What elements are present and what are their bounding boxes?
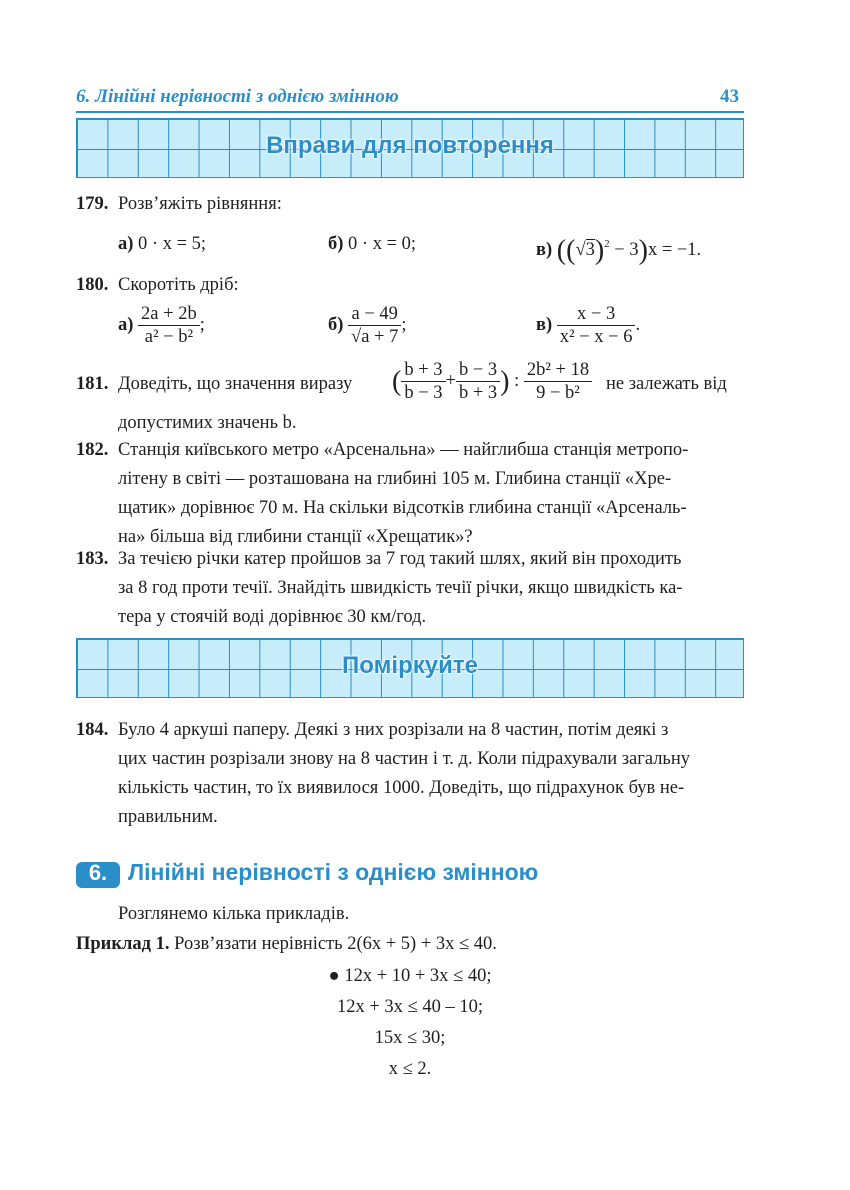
example-statement: Приклад 1. Розв’язати нерівність 2(6x + 5) + 3x ≤ 40. [76,934,497,954]
fraction: $\frac{a - 49}{√a + 7}$ [348,303,401,348]
exercise-text: допустимих значень b. [118,413,297,433]
solution-step: ● 12x + 10 + 3x ≤ 40; [328,966,492,986]
exercise-179-b [328,230,416,259]
item-label: б) [328,234,344,254]
exercise-number: 179. [76,194,109,214]
solution-step: 12x + 3x ≤ 40 – 10; [337,997,483,1017]
item-label: в) [536,314,553,335]
exercise-180-a: а) $\frac{2a + 2b}{\text{a² − b²}}$ ; [118,304,205,347]
solution-step: x ≤ 2. [388,1059,432,1079]
exercise-180-c: в) $\frac{x - 3}{\text{x² − x − 6}}$ . [536,304,641,347]
item-label: б) [328,314,344,335]
exercise-text: Скоротіть дріб: [118,275,239,295]
section-number: 6. [88,860,108,885]
expression: ( $\frac{b + 3}{b - 3}$ + $\frac{b - 3}{b + 3}$ ) : $\frac{\text{2b² + 18}}{\text{9 − b²}}$ [392,359,592,404]
item-label: а) [118,234,134,254]
exercise-text: Було 4 аркуші паперу. Деякі з них розрізали на 8 частин, потім деякі з цих частин розрізали знову на 8 частин і т. д. Коли підрахували загальну кількість частин, то їх виявилося 1000. Доведіть, що підрахунок був не- правильним. [118,720,691,827]
item-label: а) [118,314,134,335]
fraction: $\frac{x - 3}{\text{x² − x − 6}}$ [557,303,636,348]
equation: 0 · x = 0; [348,234,417,254]
exercise-text: Доведіть, що значення виразу [118,374,353,394]
exercise-number: 184. [76,720,109,740]
think-banner [76,638,744,698]
exercise-number: 180. [76,275,109,295]
exercise-text: не залежать від [606,374,727,394]
equation: $((√3)^2 - 3)x = -1$. [556,235,702,266]
exercise-number: 183. [76,549,109,569]
solution-step: 15x ≤ 30; [374,1028,446,1048]
exercise-text: За течією річки катер пройшов за 7 год такий шлях, який він проходить за 8 год проти течії. Знайдіть швидкість течії річки, якщо швидкість ка- тера у стоячій воді дорівнює 30 км/год. [118,549,683,627]
exercise-179-c [536,230,701,265]
exercise-text: Розв’яжіть рівняння: [118,194,282,214]
fraction: $\frac{2a + 2b}{\text{a² − b²}}$ [138,303,200,348]
section-title: Лінійні нерівності з однією змінною [128,859,539,885]
example-label: Приклад 1. [76,934,170,954]
header-rule [76,111,744,113]
exercise-text: Станція київського метро «Арсенальна» — найглибша станція метропо- літену в світі — розташована на глибині 105 м. Глибина станції «Хре- щатик» дорівнює 70 м. На скільки відсотків глибина станції «Арсеналь- на» більша від глибини станції «Хрещатик»? [118,440,689,547]
item-label: в) [536,240,553,260]
equation: 0 · x = 5; [138,234,207,254]
exercise-179-a [118,230,206,259]
review-banner-title: Вправи для повторення [266,132,554,159]
exercise-180-b: б) $\frac{a - 49}{√a + 7}$ ; [328,304,407,347]
think-banner-title: Поміркуйте [342,652,478,679]
review-banner [76,118,744,178]
exercise-number: 181. [76,374,109,394]
page-number: 43 [720,86,739,107]
section-intro: Розглянемо кілька прикладів. [118,904,350,924]
exercise-number: 182. [76,440,109,460]
running-header-title: 6. Лінійні нерівності з однією змінною [76,86,399,107]
